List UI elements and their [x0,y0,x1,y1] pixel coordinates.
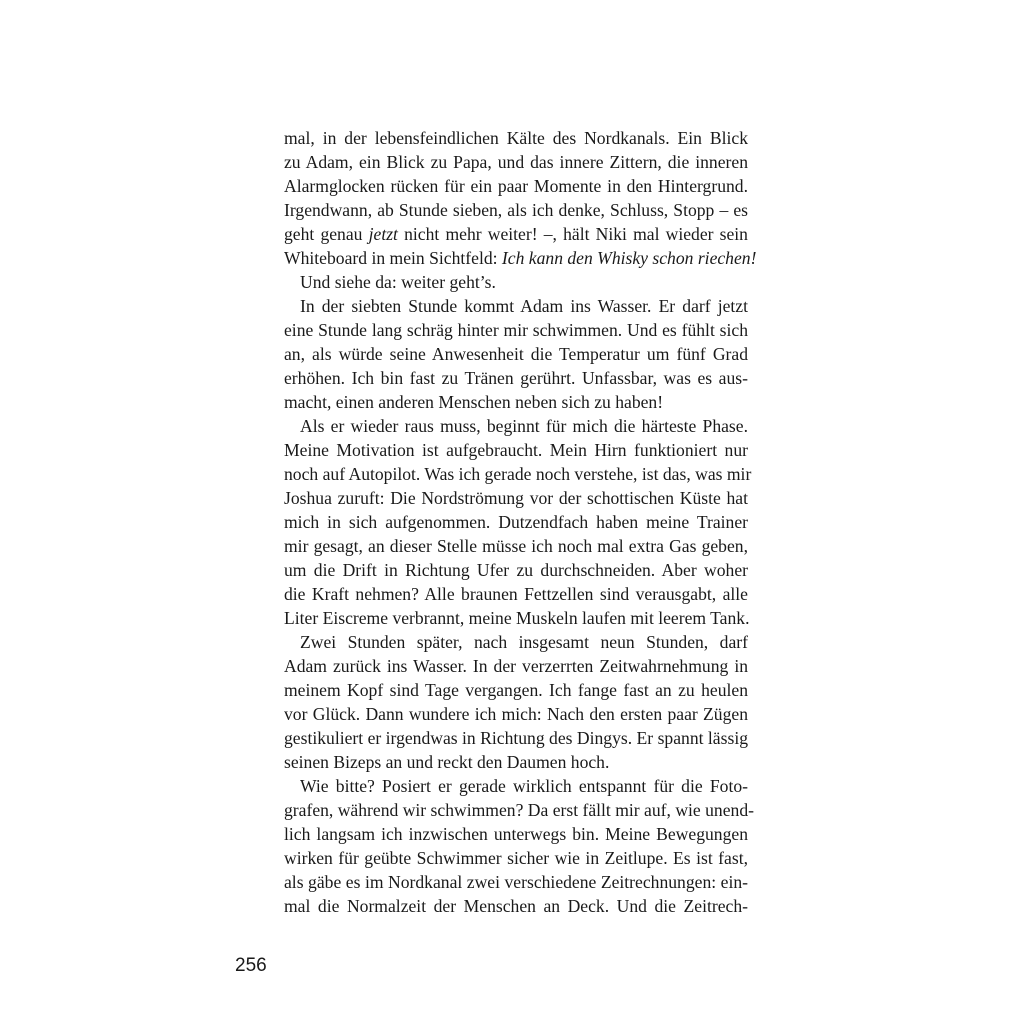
text-line: mir gesagt, an dieser Stelle müsse ich noch mal extra Gas geben, [284,536,748,556]
text-line: seinen Bizeps an und reckt den Daumen hoch. [284,752,610,772]
text-line: eine Stunde lang schräg hinter mir schwimmen. Und es fühlt sich [284,320,748,340]
text-line: gestikuliert er irgendwas in Richtung des Dingys. Er spannt lässig [284,728,748,748]
text-line: noch auf Autopilot. Was ich gerade noch verstehe, ist das, was mir [284,464,752,484]
text-line: geht genau jetzt nicht mehr weiter! –, hält Niki mal wieder sein [284,224,748,244]
text-line: vor Glück. Dann wundere ich mich: Nach den ersten paar Zügen [284,704,748,724]
text-line: mal die Normalzeit der Menschen an Deck. Und die Zeitrech- [284,896,748,916]
text-line: meinem Kopf sind Tage vergangen. Ich fange fast an zu heulen [284,680,748,700]
italic-emphasis: jetzt [368,224,398,244]
text-line: Whiteboard in mein Sichtfeld: Ich kann den Whisky schon riechen! [284,248,757,268]
text-line: um die Drift in Richtung Ufer zu durchschneiden. Aber woher [284,560,748,580]
text-line: Und siehe da: weiter geht’s. [300,272,496,292]
text-line: Meine Motivation ist aufgebraucht. Mein Hirn funktioniert nur [284,440,748,460]
italic-whiteboard-quote: Ich kann den Whisky schon riechen! [501,248,757,268]
text-line: In der siebten Stunde kommt Adam ins Wasser. Er darf jetzt [300,296,748,316]
text-line: die Kraft nehmen? Alle braunen Fettzellen sind verausgabt, alle [284,584,748,604]
text-line: mal, in der lebensfeindlichen Kälte des Nordkanals. Ein Blick [284,128,748,148]
text-line: Irgendwann, ab Stunde sieben, als ich denke, Schluss, Stopp – es [284,200,748,220]
text-line: macht, einen anderen Menschen neben sich zu haben! [284,392,664,412]
text-line: grafen, während wir schwimmen? Da erst fällt mir auf, wie unend- [284,800,754,820]
text-line: lich langsam ich inzwischen unterwegs bin. Meine Bewegungen [284,824,748,844]
text-line: mich in sich aufgenommen. Dutzendfach haben meine Trainer [284,512,748,532]
text-line: wirken für geübte Schwimmer sicher wie in Zeitlupe. Es ist fast, [284,848,748,868]
text-line: erhöhen. Ich bin fast zu Tränen gerührt. Unfassbar, was es aus- [284,368,748,388]
body-text [284,126,757,918]
text-line: Als er wieder raus muss, beginnt für mich die härteste Phase. [300,416,748,436]
text-line: Adam zurück ins Wasser. In der verzerrten Zeitwahrnehmung in [284,656,748,676]
text-line: Wie bitte? Posiert er gerade wirklich entspannt für die Foto- [300,776,748,796]
text-line: Joshua zuruft: Die Nordströmung vor der schottischen Küste hat [284,488,748,508]
text-line: Liter Eiscreme verbrannt, meine Muskeln laufen mit leerem Tank. [284,608,750,628]
text-line: Zwei Stunden später, nach insgesamt neun Stunden, darf [300,632,748,652]
text-line: zu Adam, ein Blick zu Papa, und das innere Zittern, die inneren [284,152,748,172]
text-line: an, als würde seine Anwesenheit die Temperatur um fünf Grad [284,344,748,364]
text-line: als gäbe es im Nordkanal zwei verschiedene Zeitrechnungen: ein- [284,872,748,892]
text-line: Alarmglocken rücken für ein paar Momente in den Hintergrund. [284,176,748,196]
page-number: 256 [235,955,267,976]
